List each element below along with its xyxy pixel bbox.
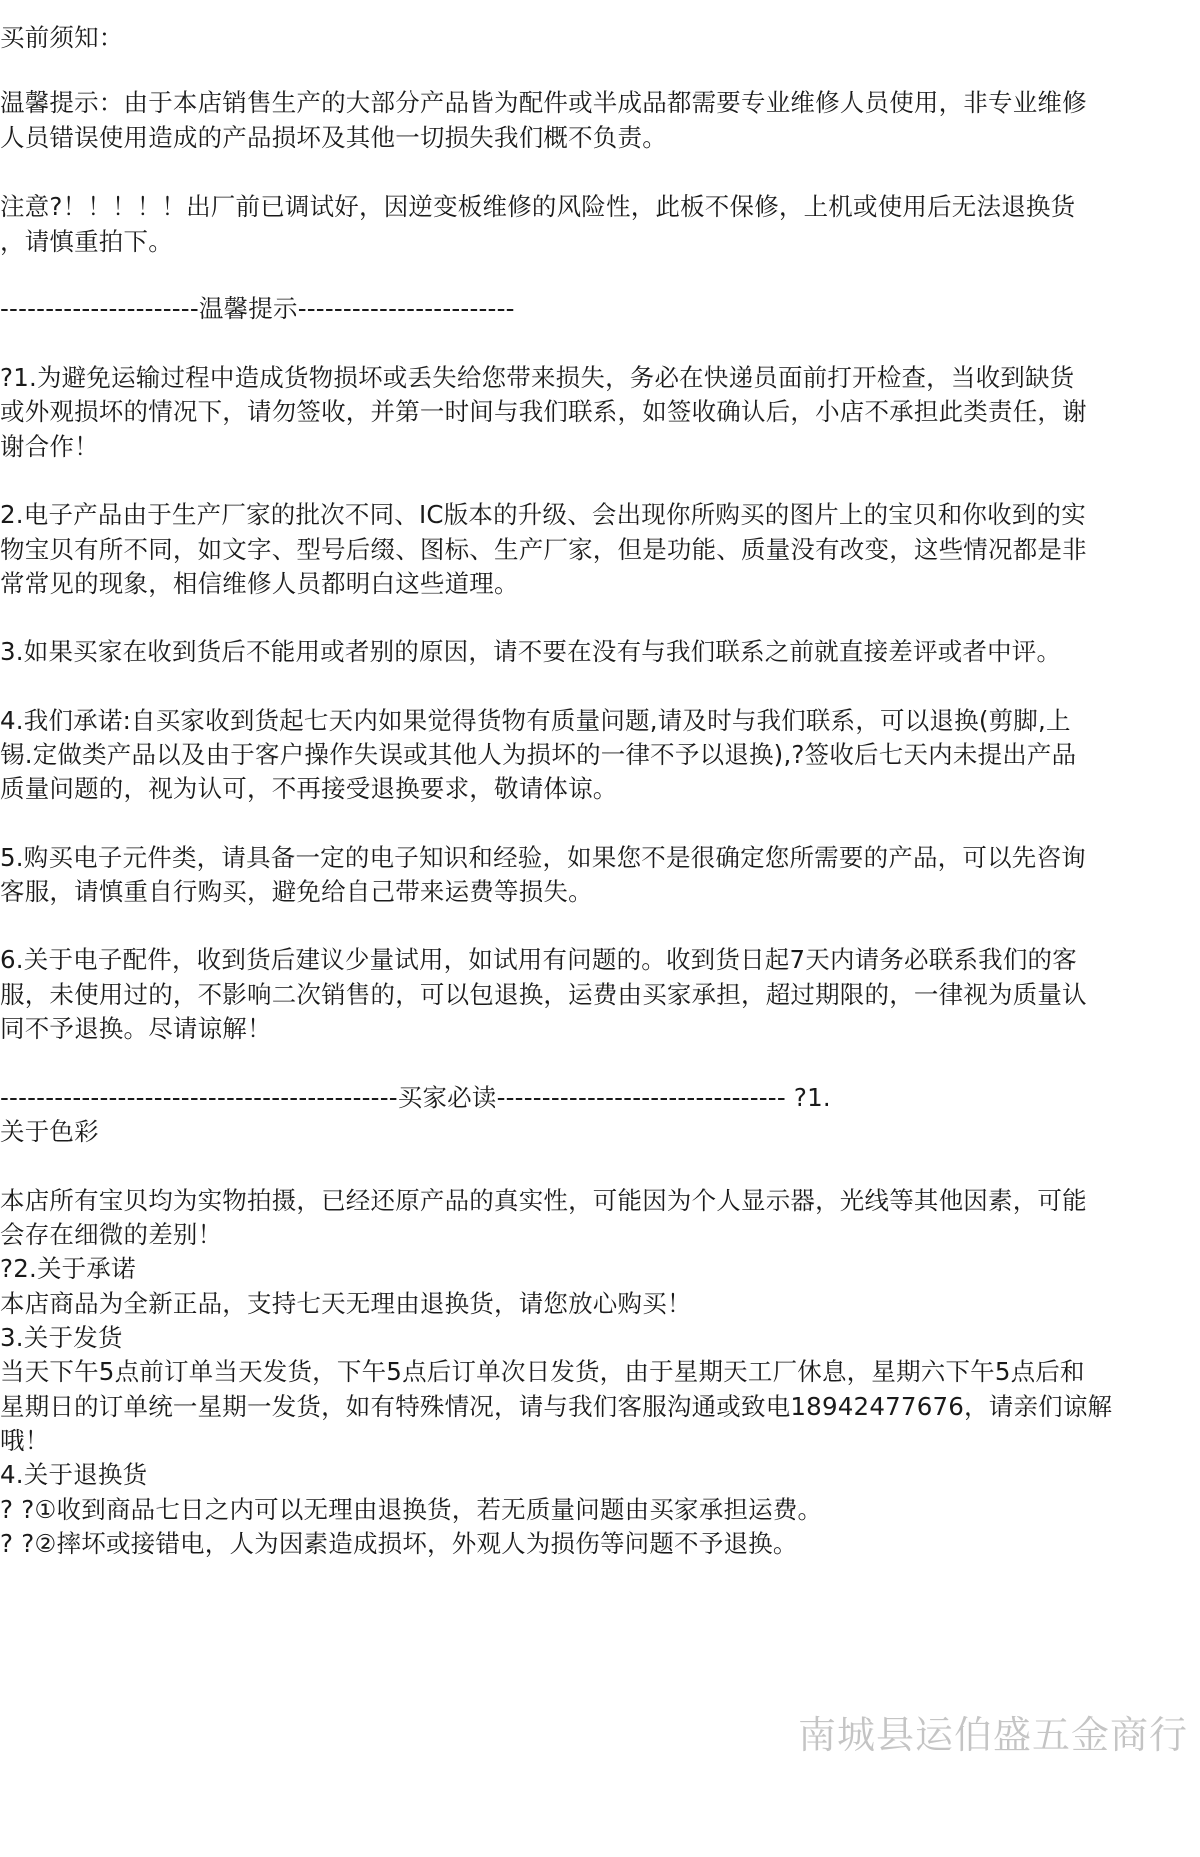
- doc-line: 或外观损坏的情况下，请勿签收，并第一时间与我们联系，如签收确认后，小店不承担此类责任，谢: [0, 397, 1087, 426]
- doc-line: 锡.定做类产品以及由于客户操作失误或其他人为损坏的一律不予以退换),?签收后七天内未提出产品: [0, 740, 1077, 769]
- doc-line: 6.关于电子配件，收到货后建议少量试用，如试用有问题的。收到货日起7天内请务必联系我们的客: [0, 945, 1077, 974]
- doc-line: 2.电子产品由于生产厂家的批次不同、IC版本的升级、会出现你所购买的图片上的宝贝和你收到的实: [0, 500, 1086, 529]
- doc-line: 常常见的现象，相信维修人员都明白这些道理。: [0, 569, 519, 598]
- doc-line: 4.我们承诺:自买家收到货起七天内如果觉得货物有质量问题,请及时与我们联系，可以退换(剪脚,上: [0, 706, 1071, 735]
- doc-line: 关于色彩: [0, 1117, 99, 1146]
- store-watermark: 南城县运伯盛五金商行: [797, 1713, 1188, 1757]
- doc-line: 谢合作！: [0, 432, 99, 461]
- doc-line: 服，未使用过的，不影响二次销售的，可以包退换，运费由买家承担，超过期限的，一律视为质量认: [0, 980, 1087, 1009]
- doc-line: 会存在细微的差别！: [0, 1220, 223, 1249]
- doc-line: 客服，请慎重自行购买，避免给自己带来运费等损失。: [0, 877, 593, 906]
- doc-subheading: 4.关于退换货: [0, 1460, 148, 1489]
- section-divider: ----------------------温馨提示------------------------: [0, 294, 515, 323]
- doc-line: ? ?①收到商品七日之内可以无理由退换货，若无质量问题由买家承担运费。: [0, 1495, 823, 1524]
- doc-line: 当天下午5点前订单当天发货，下午5点后订单次日发货，由于星期天工厂休息，星期六下午5点后和: [0, 1357, 1085, 1386]
- doc-line: 3.如果买家在收到货后不能用或者别的原因，请不要在没有与我们联系之前就直接差评或者中评。: [0, 637, 1062, 666]
- doc-line: ?1.为避免运输过程中造成货物损坏或丢失给您带来损失，务必在快递员面前打开检查，当收到缺货: [0, 363, 1075, 392]
- doc-line: 注意?！！！！！出厂前已调试好，因逆变板维修的风险性，此板不保修，上机或使用后无法退换货: [0, 192, 1076, 221]
- doc-line: 物宝贝有所不同，如文字、型号后缀、图标、生产厂家，但是功能、质量没有改变，这些情况都是非: [0, 535, 1087, 564]
- doc-line: 人员错误使用造成的产品损坏及其他一切损失我们概不负责。: [0, 123, 667, 152]
- doc-line: 温馨提示：由于本店销售生产的大部分产品皆为配件或半成品都需要专业维修人员使用，非专业维修: [0, 88, 1087, 117]
- doc-line: 星期日的订单统一星期一发货，如有特殊情况，请与我们客服沟通或致电18942477676，请亲们谅解: [0, 1392, 1113, 1421]
- doc-subheading: ?2.关于承诺: [0, 1254, 136, 1283]
- doc-line: ，请慎重拍下。: [0, 227, 173, 256]
- doc-line: 5.购买电子元件类，请具备一定的电子知识和经验，如果您不是很确定您所需要的产品，可以先咨询: [0, 843, 1086, 872]
- doc-line: 本店所有宝贝均为实物拍摄，已经还原产品的真实性，可能因为个人显示器，光线等其他因素，可能: [0, 1186, 1087, 1215]
- doc-heading: 买前须知：: [0, 23, 124, 52]
- doc-line: 质量问题的，视为认可，不再接受退换要求，敬请体谅。: [0, 774, 618, 803]
- doc-subheading: 3.关于发货: [0, 1323, 123, 1352]
- doc-line: ? ?②摔坏或接错电，人为因素造成损坏，外观人为损伤等问题不予退换。: [0, 1529, 798, 1558]
- section-divider: --------------------------------------------买家必读-------------------------------- ?1.: [0, 1083, 831, 1112]
- doc-line: 本店商品为全新正品，支持七天无理由退换货，请您放心购买！: [0, 1289, 692, 1318]
- doc-line: 哦！: [0, 1426, 50, 1455]
- doc-line: 同不予退换。尽请谅解！: [0, 1014, 272, 1043]
